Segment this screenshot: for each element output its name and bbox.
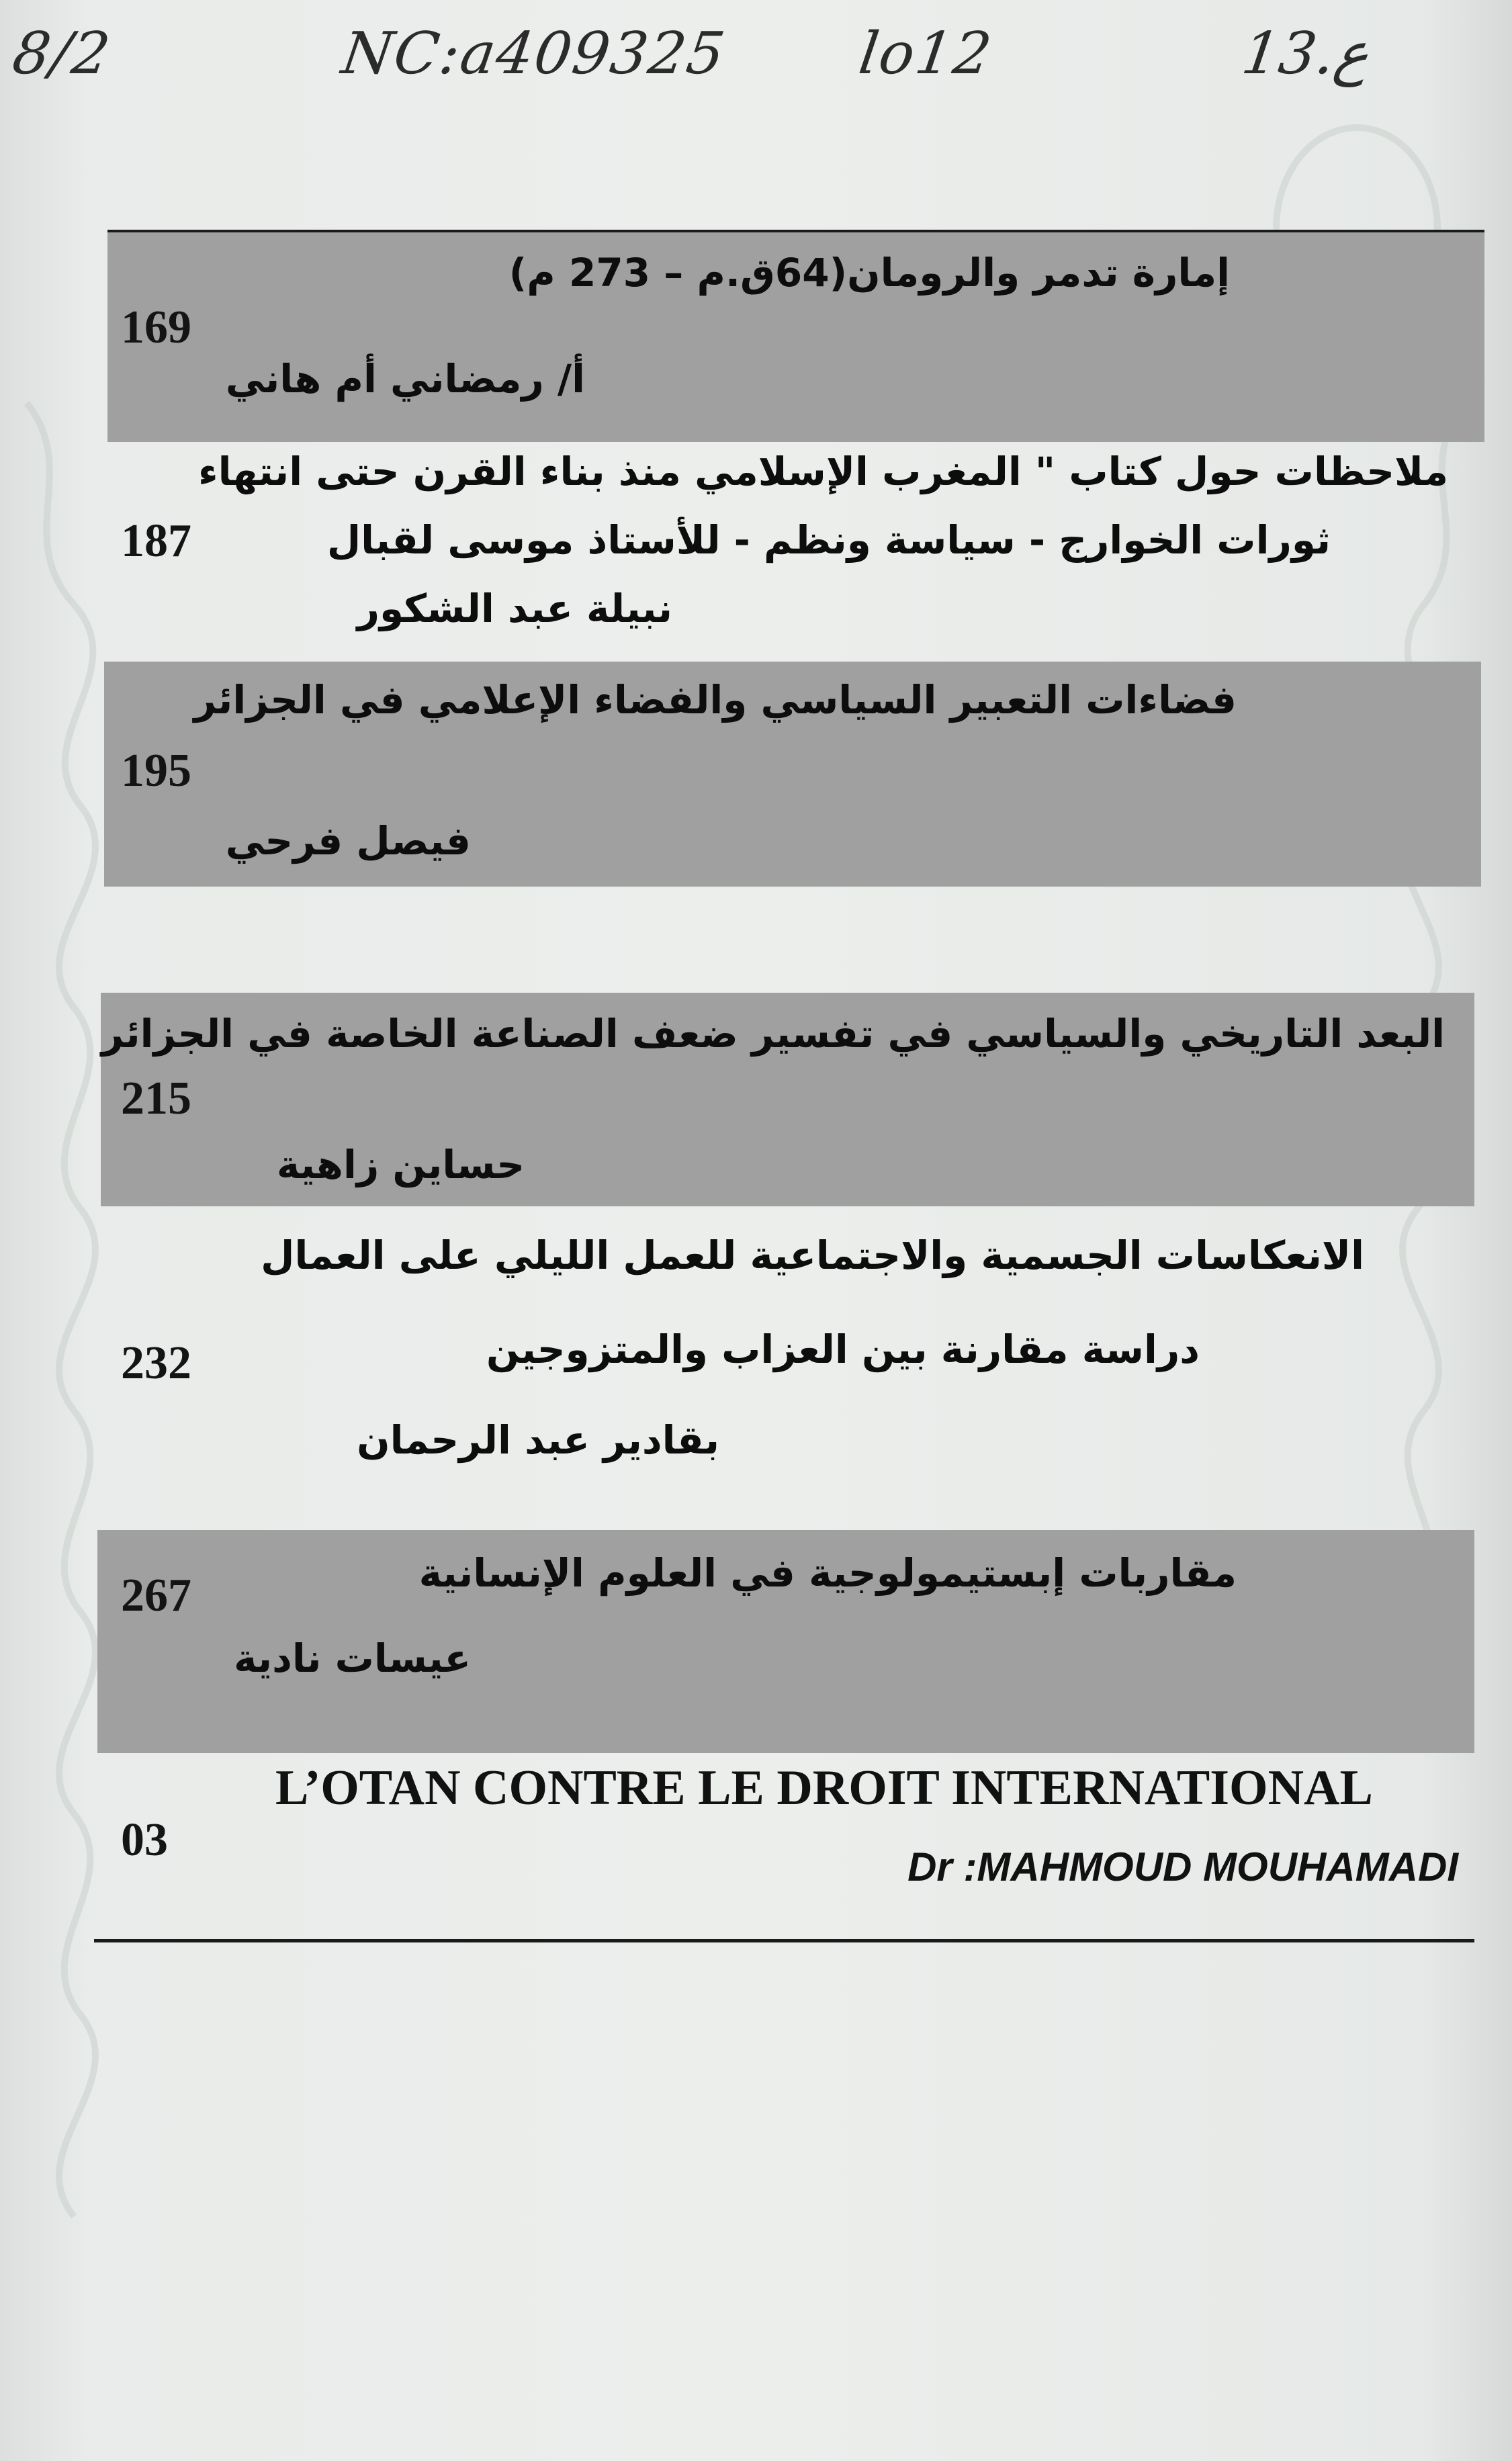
entry-page-number: 215 xyxy=(121,1073,191,1124)
handwritten-shelf-mark: 13.ع xyxy=(1237,20,1374,87)
entry-page-number: 267 xyxy=(121,1570,191,1621)
entry-author: فيصل فرحي xyxy=(225,818,471,864)
entry-page-number: 03 xyxy=(121,1814,168,1866)
entry-author: بقادير عبد الرحمان xyxy=(357,1417,719,1463)
entry-page-number: 195 xyxy=(121,745,191,797)
entry-page-number: 232 xyxy=(121,1337,191,1389)
entry-title-line-2: ثورات الخوارج - سياسة ونظم - للأستاذ موسى لقبال xyxy=(326,517,1331,563)
entry-title-line-1: الانعكاسات الجسمية والاجتماعية للعمل الليلي على العمال xyxy=(261,1233,1364,1278)
entry-author: عيسات نادية xyxy=(234,1636,471,1681)
handwritten-fraction: 8/2 xyxy=(8,20,116,87)
entry-page-number: 169 xyxy=(121,302,191,353)
entry-title-line-1: ملاحظات حول كتاب " المغرب الإسلامي منذ بناء القرن حتى انتهاء xyxy=(198,449,1448,494)
handwritten-lot: lo12 xyxy=(854,20,997,87)
entry-title: فضاءات التعبير السياسي والفضاء الإعلامي في الجزائر xyxy=(193,677,1237,723)
entry-author: حساين زاهية xyxy=(276,1142,525,1188)
entry-author: أ/ رمضاني أم هاني xyxy=(225,356,585,402)
entry-title: إمارة تدمر والرومان(64ق.م – 273 م) xyxy=(508,250,1230,296)
entry-page-number: 187 xyxy=(121,515,191,567)
handwritten-call-number: NC:a409325 xyxy=(337,20,730,87)
entry-title-line-2: دراسة مقارنة بين العزاب والمتزوجين xyxy=(486,1327,1200,1372)
entry-title: L’OTAN CONTRE LE DROIT INTERNATIONAL xyxy=(275,1760,1373,1816)
entry-title: البعد التاريخي والسياسي في تفسير ضعف الصناعة الخاصة في الجزائر xyxy=(101,1011,1445,1057)
entry-author: Dr :MAHMOUD MOUHAMADI xyxy=(907,1844,1458,1889)
bottom-rule xyxy=(94,1939,1474,1942)
entry-author: نبيلة عبد الشكور xyxy=(357,586,672,631)
entry-title: مقاربات إبستيمولوجية في العلوم الإنسانية xyxy=(418,1550,1237,1596)
